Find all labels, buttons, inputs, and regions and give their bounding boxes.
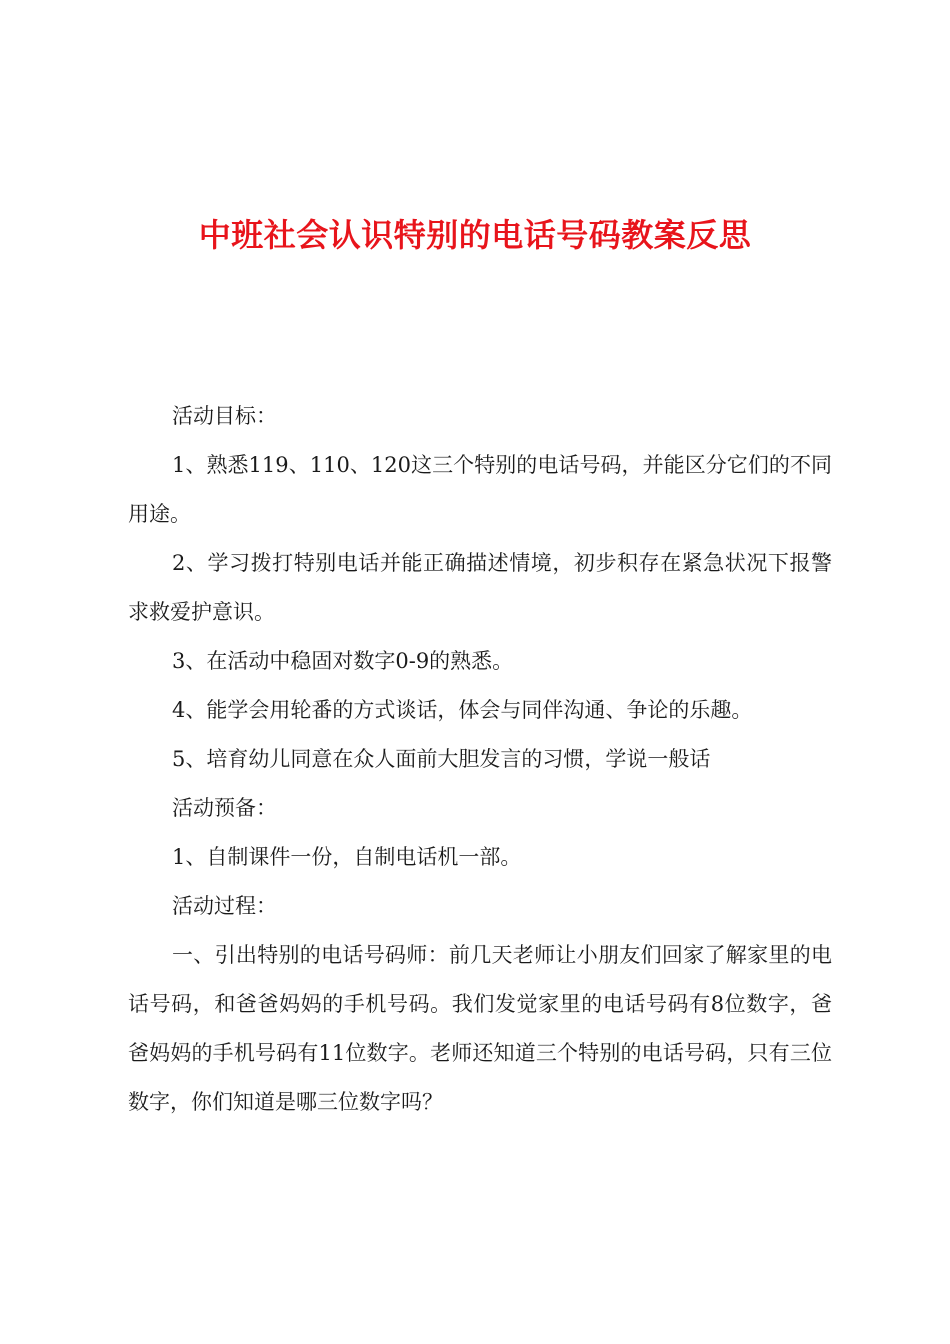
objective-item-5: 5、培育幼儿同意在众人面前大胆发言的习惯，学说一般话 (172, 747, 711, 771)
process-paragraph-1: 一、引出特别的电话号码师：前几天老师让小朋友们回家了解家里的电话号码，和爸爸妈妈的手机号码。我们发觉家里的电话号码有8位数字，爸爸妈妈的手机号码有11位数字。老师还知道三个特别的电话号码，只有三位数字，你们知道是哪三位数字吗？ (128, 943, 832, 1114)
objective-item-3: 3、在活动中稳固对数字0-9的熟悉。 (172, 649, 514, 673)
section-heading-objectives: 活动目标： (172, 404, 277, 428)
preparation-item-1: 1、自制课件一份，自制电话机一部。 (172, 845, 522, 869)
document-body (128, 392, 832, 1127)
section-heading-preparation: 活动预备： (172, 796, 277, 820)
objective-item-4: 4、能学会用轮番的方式谈话，体会与同伴沟通、争论的乐趣。 (172, 698, 753, 722)
document-title: 中班社会认识特别的电话号码教案反思 (198, 216, 752, 254)
section-heading-process: 活动过程： (172, 894, 277, 918)
objective-item-2: 2、学习拨打特别电话并能正确描述情境，初步积存在紧急状况下报警求救爱护意识。 (128, 551, 832, 624)
objective-item-1: 1、熟悉119、110、120这三个特别的电话号码，并能区分它们的不同用途。 (128, 453, 832, 526)
